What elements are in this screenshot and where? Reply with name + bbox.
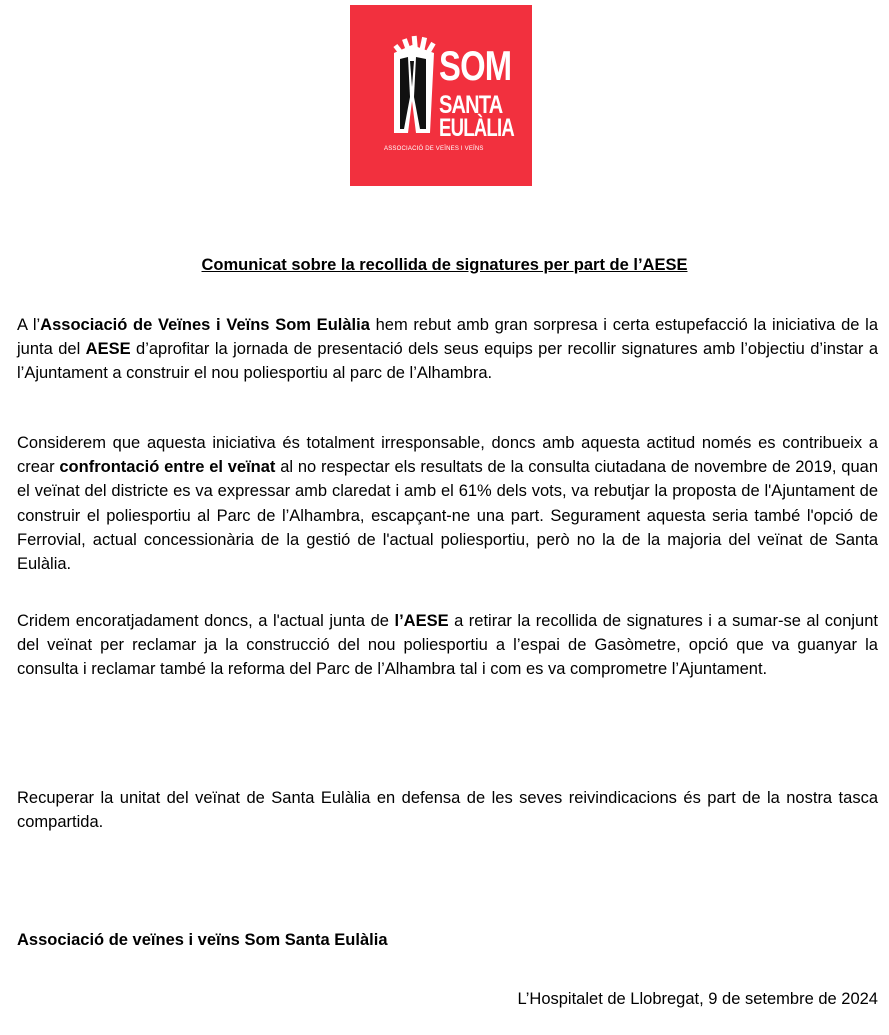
p1-text-1: A l’ <box>17 316 41 334</box>
p1-text-2: hem rebut amb gran sorpresa i certa estupefacció la iniciativa de la junta del <box>17 316 878 359</box>
association-logo <box>350 5 532 186</box>
logo-tagline: ASSOCIACIÓ DE VEÏNES I VEÏNS <box>384 146 484 152</box>
p3-bold-aese: l’AESE <box>394 612 449 630</box>
p2-bold-confrontation: confrontació entre el veïnat <box>59 458 276 477</box>
p2-text-2: al no respectar els resultats de la consulta ciutadana de novembre de 2019, quan el veïnat del districte es va expressar amb claredat i amb el 61% dels vots, va rebutjar la proposta de l'Ajuntament de construir el poliesportiu al Parc de l’Alhambra, escapçant-ne una part. Segurament aquesta seria també l'opció de Ferrovial, actual concessionària de la gestió de l'actual poliesportiu, però no la de la majoria del veïnat de Santa Eulàlia. <box>17 458 878 574</box>
p2-text-1: Considerem que aquesta iniciativa és totalment irresponsable, doncs amb aquesta actitud només es contribueix a crear <box>17 434 878 477</box>
logo-word-santa: SANTA <box>439 91 503 119</box>
paragraph-3 <box>17 609 878 682</box>
place-date: L’Hospitalet de Llobregat, 9 de setembre de 2024 <box>517 990 878 1008</box>
logo-word-eulalia: EULÀLIA <box>439 114 514 142</box>
document-title: Comunicat sobre la recollida de signatures per part de l’AESE <box>201 256 688 274</box>
p1-bold-association: Associació de Veïnes i Veïns Som Eulàlia <box>40 316 370 334</box>
paragraph-4: Recuperar la unitat del veïnat de Santa Eulàlia en defensa de les seves reivindicacions és part de la nostra tasca compartida. <box>17 789 878 832</box>
p3-text-1: Cridem encoratjadament doncs, a l'actual junta de <box>17 612 395 630</box>
paragraph-2 <box>17 431 878 576</box>
p3-text-2: a retirar la recollida de signatures i a sumar-se al conjunt del veïnat per reclamar ja la construcció del nou poliesportiu a l’espai de Gasòmetre, opció que va guanyar la consulta i reclamar també la reforma del Parc de l’Alhambra tal i com es va comprometre l’Ajuntament. <box>17 612 878 679</box>
p1-bold-aese: AESE <box>85 340 131 359</box>
p1-text-3: d’aprofitar la jornada de presentació dels seus equips per recollir signatures amb l’objectiu d’instar a l’Ajuntament a construir el nou poliesportiu al parc de l’Alhambra. <box>17 340 879 383</box>
signature: Associació de veïnes i veïns Som Santa Eulàlia <box>17 931 388 949</box>
paragraph-1 <box>17 313 878 386</box>
logo-word-som: SOM <box>439 42 512 89</box>
